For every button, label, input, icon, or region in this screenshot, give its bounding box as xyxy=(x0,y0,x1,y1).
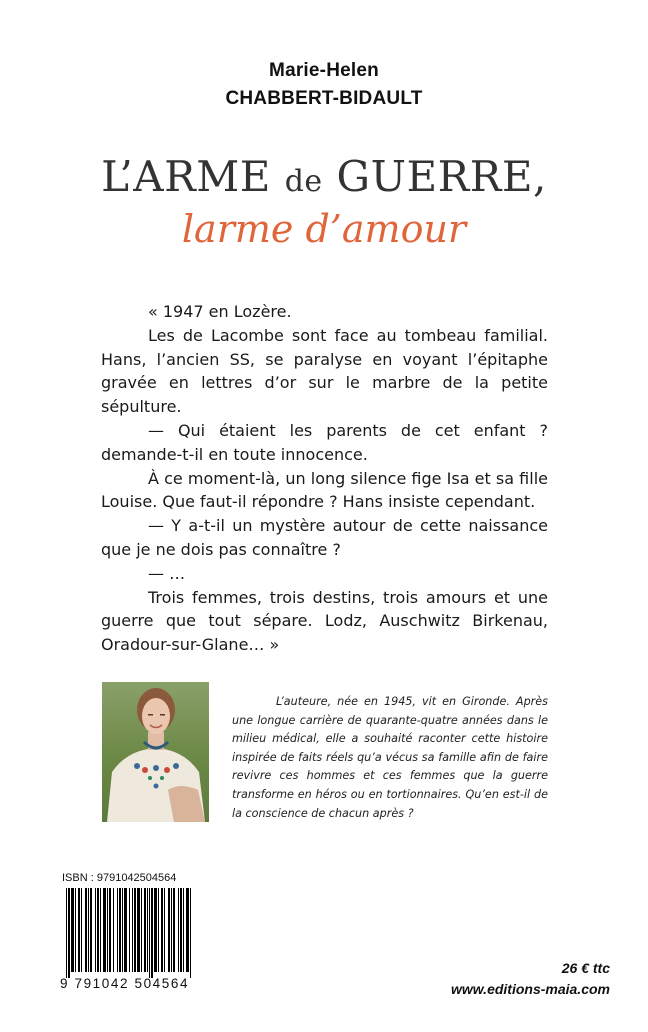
barcode-bar xyxy=(141,888,142,972)
isbn-label: ISBN : 9791042504564 xyxy=(62,872,177,884)
barcode-bar xyxy=(190,888,191,978)
barcode-bar xyxy=(117,888,118,972)
barcode-bar xyxy=(85,888,87,972)
barcode-bar xyxy=(171,888,172,972)
barcode-bar xyxy=(88,888,89,972)
excerpt-paragraph: — Qui étaient les parents de cet enfant ? demande-t-il en toute innocence. xyxy=(101,420,548,464)
barcode-bar xyxy=(164,888,165,972)
barcode-bar xyxy=(134,888,136,972)
barcode-bar xyxy=(151,888,153,978)
price: 26 € ttc xyxy=(561,960,610,976)
barcode-bar xyxy=(95,888,96,972)
excerpt-paragraph: « 1947 en Lozère. xyxy=(148,302,292,321)
barcode-bar xyxy=(186,888,189,972)
barcode-bar xyxy=(132,888,133,972)
excerpt-paragraph: Les de Lacombe sont face au tombeau familial. Hans, l’ancien SS, se paralyse en voyant l’épitaphe gravée en lettres d’or sur le marbre de la petite sépulture. xyxy=(101,325,548,417)
barcode-bar xyxy=(100,888,101,972)
barcode-icon xyxy=(64,888,194,978)
barcode-digits: 9 791042 504564 xyxy=(60,976,190,991)
barcode-bar xyxy=(154,888,157,972)
barcode-bar xyxy=(147,888,148,972)
barcode-bar xyxy=(124,888,127,972)
barcode-bar xyxy=(173,888,175,972)
barcode-bar xyxy=(78,888,80,972)
barcode-bar xyxy=(158,888,159,972)
barcode-bar xyxy=(71,888,74,972)
title-part-2: de xyxy=(284,164,323,199)
barcode-bar xyxy=(107,888,108,972)
barcode-bar xyxy=(129,888,130,972)
title-part-3: GUERRE, xyxy=(322,152,547,201)
excerpt-paragraph: À ce moment-là, un long silence fige Isa et sa fille Louise. Que faut-il répondre ? Hans insiste cependant. xyxy=(101,468,548,512)
barcode-bar xyxy=(81,888,82,972)
author-bio xyxy=(232,693,548,823)
barcode-bar xyxy=(103,888,106,972)
barcode-bar xyxy=(180,888,182,972)
bio-text: L’auteure, née en 1945, vit en Gironde. Après une longue carrière de quarante-quatre années dans le milieu médical, elle a souhaité raconter cette histoire inspirée de faits réels qu’a vécus sa famille afin de faire revivre ces hommes et ces femmes que la guerre transforme en héros ou en tortionnaires. Qu’en est-il de la conscience de chacun après ? xyxy=(232,695,548,820)
author-photo xyxy=(102,682,209,822)
barcode-bar xyxy=(168,888,170,972)
barcode-bar xyxy=(137,888,140,972)
barcode-bar xyxy=(144,888,146,972)
book-subtitle: larme d’amour xyxy=(181,207,467,251)
barcode-bar xyxy=(68,888,70,978)
title-part-1: L’ARME xyxy=(101,152,285,201)
excerpt-paragraph: — Y a-t-il un mystère autour de cette naissance que je ne dois pas connaître ? xyxy=(101,516,548,559)
author-first-name: Marie-Helen xyxy=(269,60,379,81)
barcode-bar xyxy=(149,888,150,978)
barcode-bar xyxy=(178,888,179,972)
book-excerpt xyxy=(101,300,548,657)
excerpt-paragraph: — … xyxy=(148,563,186,583)
barcode-bar xyxy=(122,888,123,972)
barcode-bar xyxy=(109,888,111,972)
barcode-bar xyxy=(66,888,67,978)
barcode-bar xyxy=(161,888,163,972)
barcode-bar xyxy=(90,888,92,972)
barcode-bar xyxy=(113,888,114,972)
barcode-bar xyxy=(119,888,121,972)
book-title xyxy=(0,152,648,201)
barcode-bar xyxy=(75,888,76,972)
barcode-bar xyxy=(97,888,99,972)
barcode-bar xyxy=(183,888,184,972)
publisher-website: www.editions-maia.com xyxy=(451,981,610,997)
excerpt-paragraph: Trois femmes, trois destins, trois amours et une guerre que tout sépare. Lodz, Auschwitz Birkenau, Oradour-sur-Glane… » xyxy=(101,587,548,655)
author-last-name: CHABBERT-BIDAULT xyxy=(225,88,423,109)
